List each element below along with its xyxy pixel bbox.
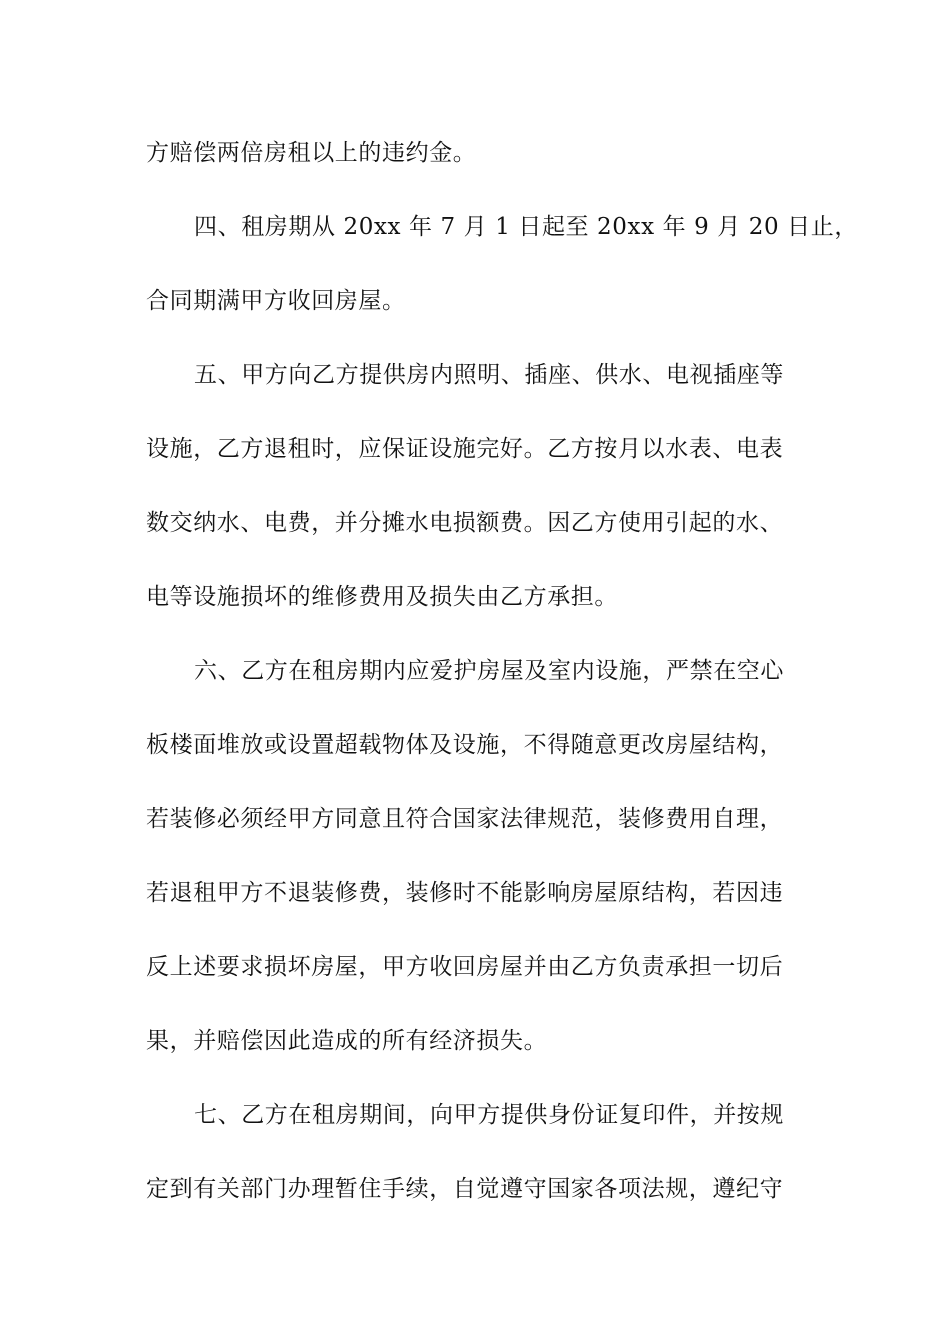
clause-six-heading-line: 六、乙方在租房期内应爱护房屋及室内设施，严禁在空心	[194, 658, 784, 684]
clause-seven-heading-line: 七、乙方在租房期间，向甲方提供身份证复印件，并按规	[194, 1102, 784, 1128]
text-line: 合同期满甲方收回房屋。	[146, 288, 406, 314]
text-line: 反上述要求损坏房屋，甲方收回房屋并由乙方负责承担一切后	[146, 954, 784, 980]
text-line: 若装修必须经甲方同意且符合国家法律规范，装修费用自理，	[146, 806, 784, 832]
text-line: 数交纳水、电费，并分摊水电损额费。因乙方使用引起的水、	[146, 510, 784, 536]
text-line: 定到有关部门办理暂住手续，自觉遵守国家各项法规，遵纪守	[146, 1176, 784, 1202]
text-line: 板楼面堆放或设置超载物体及设施，不得随意更改房屋结构，	[146, 732, 784, 758]
text-line: 方赔偿两倍房租以上的违约金。	[146, 140, 477, 166]
text-line: 果，并赔偿因此造成的所有经济损失。	[146, 1028, 548, 1054]
clause-five-heading-line: 五、甲方向乙方提供房内照明、插座、供水、电视插座等	[194, 362, 784, 388]
clause-four-heading-line: 四、租房期从 20xx 年 7 月 1 日起至 20xx 年 9 月 20 日止，	[194, 214, 858, 240]
text-line: 电等设施损坏的维修费用及损失由乙方承担。	[146, 584, 618, 610]
text-line: 若退租甲方不退装修费，装修时不能影响房屋原结构，若因违	[146, 880, 784, 906]
text-line: 设施，乙方退租时，应保证设施完好。乙方按月以水表、电表	[146, 436, 784, 462]
